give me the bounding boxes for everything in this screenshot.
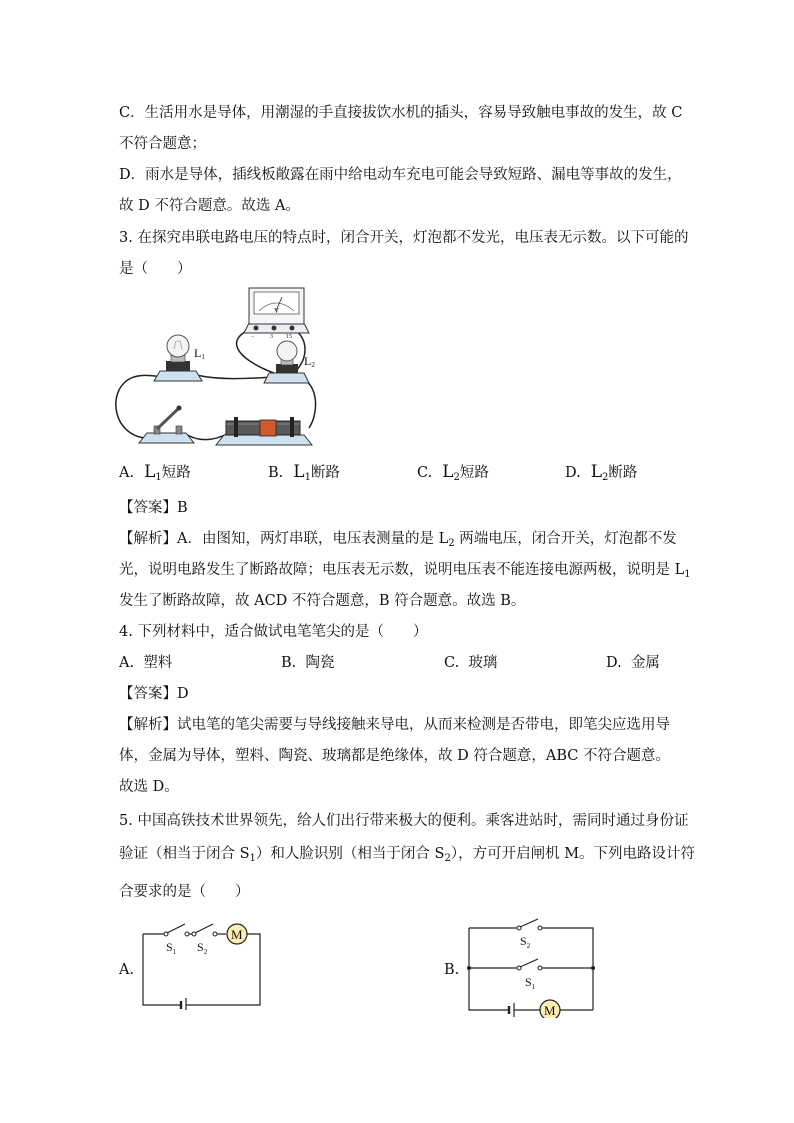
q4-option-a: A. 塑料 (119, 655, 173, 671)
lamp-l2 (264, 341, 315, 383)
wire-lamp1-to-lamp2 (196, 375, 274, 379)
circuit-b-diagram (462, 918, 597, 1018)
circuit-a-diagram (136, 920, 271, 1010)
answer-3: 【答案】B (119, 500, 188, 516)
explanation-3-line-3: 发生了断路故障，故 ACD 不符合题意，B 符合题意。故选 B。 (119, 593, 526, 609)
lamp-l1 (154, 335, 205, 381)
lamp-l2-label: L2 (304, 354, 315, 369)
lamp-l1-label: L1 (194, 346, 205, 361)
wire-lamp2-to-rheostat (299, 377, 316, 428)
switch-a1-label: $S_1$ (166, 940, 177, 956)
switch-b1-label: $S_1$ (525, 975, 536, 991)
text-line-d1: D．雨水是导体，插线板敞露在雨中给电动车充电可能会导致短路、漏电等事故的发生， (119, 167, 682, 183)
explanation-4-line-2: 体，金属为导体，塑料、陶瓷、玻璃都是绝缘体，故 D 符合题意，ABC 不符合题意。 (119, 748, 670, 764)
q3-option-b: B. $L_1$断路 (268, 462, 340, 483)
text-line-c1: C．生活用水是导体，用潮湿的手直接拔饮水机的插头，容易导致触电事故的发生，故 C (119, 105, 683, 121)
knife-switch (139, 406, 194, 444)
q4-option-d: D. 金属 (606, 655, 660, 671)
switch-a2-label: $S_2$ (197, 940, 208, 956)
terminal-neg-label: − (251, 334, 255, 340)
switch-b2-label: $S_2$ (520, 934, 531, 950)
q3-option-d: D. $L_2$断路 (565, 462, 638, 483)
wire-voltmeter-neg (237, 328, 274, 373)
explanation-3-line-2: 光，说明电路发生了断路故障；电压表无示数，说明电压表不能连接电源两极，说明是 $L_1$ (119, 562, 691, 580)
q3-option-c: C. $L_2$短路 (417, 462, 489, 483)
question-4: 4. 下列材料中，适合做试电笔笔尖的是（ ） (119, 624, 428, 640)
circuit-b-label: B. (444, 962, 460, 978)
q4-option-b: B. 陶瓷 (281, 655, 335, 671)
answer-4: 【答案】D (119, 686, 189, 702)
terminal-3-label: 3 (270, 334, 273, 340)
q3-circuit-figure (104, 283, 324, 453)
voltmeter (244, 288, 309, 340)
question-3-line-1: 3. 在探究串联电路电压的特点时，闭合开关，灯泡都不发光，电压表无示数。以下可能的 (119, 230, 689, 246)
q4-option-c: C. 玻璃 (444, 655, 498, 671)
question-5-line-3: 合要求的是（ ） (119, 884, 250, 900)
q3-option-a: A. $L_1$短路 (119, 462, 191, 483)
motor-b-label: M (544, 1003, 556, 1018)
text-line-c2: 不符合题意； (119, 136, 206, 152)
explanation-4-line-3: 故选 D。 (119, 779, 179, 795)
question-5-line-2: 验证（相当于闭合 $S_1$）和人脸识别（相当于闭合 $S_2$），方可开启闸机 M。下列电路设计符 (119, 846, 696, 864)
rheostat (216, 417, 312, 445)
question-3-line-2: 是（ ） (119, 261, 192, 277)
question-5-line-1: 5. 中国高铁技术世界领先，给人们出行带来极大的便利。乘客进站时，需同时通过身份证 (119, 813, 689, 829)
motor-a-label: M (231, 927, 243, 942)
explanation-3-line-1: 【解析】A．由图知，两灯串联，电压表测量的是 $L_2$ 两端电压，闭合开关，灯泡都不发 (119, 531, 677, 549)
text-line-d2: 故 D 不符合题意。故选 A。 (119, 198, 300, 214)
explanation-4-line-1: 【解析】试电笔的笔尖需要与导线接触来导电，从而来检测是否带电，即笔尖应选用导 (119, 717, 670, 733)
circuit-a-label: A. (119, 962, 135, 978)
voltmeter-symbol: V (274, 307, 280, 315)
terminal-15-label: 15 (286, 334, 292, 340)
